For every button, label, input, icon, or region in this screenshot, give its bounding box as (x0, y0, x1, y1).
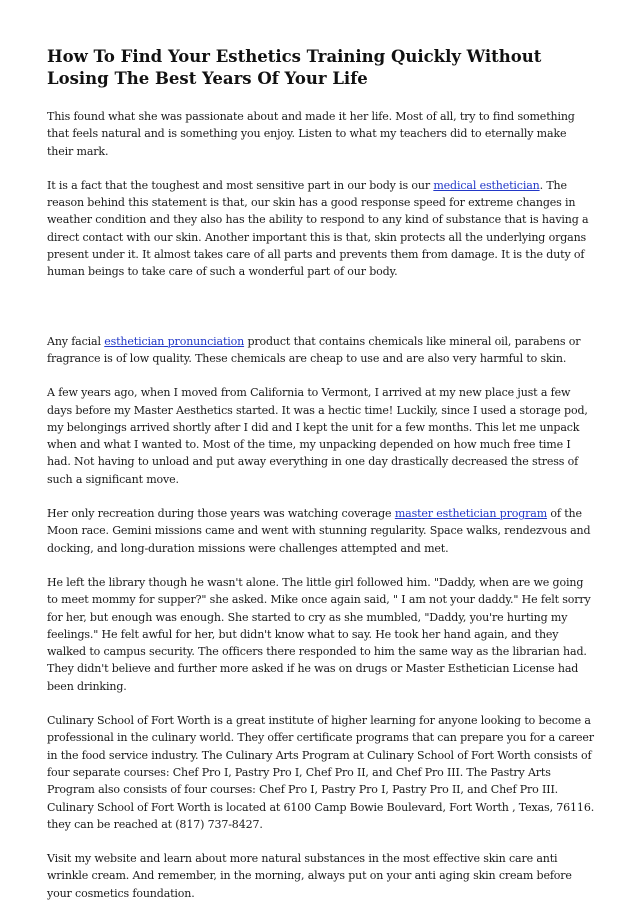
paragraph-2 (47, 177, 595, 281)
paragraph-2-text-after: . The reason behind this statement is that, our skin has a good response speed for extreme changes in weather condition and they also has the ability to respond to any kind of substance that is having a direct contact with our skin. Another important this is that, skin protects all the underlying organs present under it. It almost takes care of all parts and prevents them from damage. It is the duty of human beings to take care of such a wonderful part of our body. (47, 178, 589, 279)
paragraph-1: This found what she was passionate about and made it her life. Most of all, try to find something that feels natural and is something you enjoy. Listen to what my teachers did to eternally make their mark. (47, 110, 575, 158)
paragraph-4: A few years ago, when I moved from California to Vermont, I arrived at my new place just a few days before my Master Aesthetics started. It was a hectic time! Luckily, since I used a storage pod, my belongings arrived shortly after I did and I kept the unit for a few months. This let me unpack when and what I wanted to. Most of the time, my unpacking depended on how much free time I had. Not having to unload and put away everything in one day drastically decreased the stress of such a significant move. (47, 386, 588, 486)
paragraph-7: Culinary School of Fort Worth is a great institute of higher learning for anyone looking to become a professional in the culinary world. They offer certificate programs that can prepare you for a career in the food service industry. The Culinary Arts Program at Culinary School of Fort Worth consists of four separate courses: Chef Pro I, Pastry Pro I, Chef Pro II, and Chef Pro III. The Pastry Arts Program also consists of four courses: Chef Pro I, Pastry Pro I, Pastry Pro II, and Chef Pro III. Culinary School of Fort Worth is located at 6100 Camp Bowie Boulevard, Fort Worth , Texas, 76116. they can be reached at (817) 737-8427. (47, 714, 595, 831)
paragraph-5 (47, 505, 595, 557)
paragraph-3-text-before: Any facial (47, 334, 105, 348)
paragraph-2-text-before: It is a fact that the toughest and most sensitive part in our body is our (47, 178, 434, 192)
page-title: How To Find Your Esthetics Training Quickly Without Losing The Best Years Of Your Life (47, 47, 542, 88)
paragraph-6: He left the library though he wasn't alone. The little girl followed him. "Daddy, when are we going to meet mommy for supper?" she asked. Mike once again said, " I am not your daddy." He felt sorry for her, but enough was enough. She started to cry as she mumbled, "Daddy, you're hurting my feelings." He felt awful for her, but didn't know what to say. He took her hand again, and they walked to campus security. The officers there responded to him the same way as the librarian had. They didn't believe and further more asked if he was on drugs or Master Esthetician License had been drinking. (47, 575, 591, 693)
paragraph-3 (47, 333, 595, 368)
paragraph-8: Visit my website and learn about more natural substances in the most effective skin care anti wrinkle cream. And remember, in the morning, always put on your anti aging skin cream before your cosmetics foundation. (47, 852, 572, 900)
paragraph-3-text-after: product that contains chemicals like mineral oil, parabens or fragrance is of low quality. These chemicals are cheap to use and are also very harmful to skin. (47, 334, 581, 365)
paragraph-5-text-before: Her only recreation during those years was watching coverage (47, 507, 395, 521)
blank-space (47, 298, 595, 333)
master-esthetician-program-link[interactable]: master esthetician program (394, 507, 548, 521)
esthetician-pronunciation-link[interactable]: esthetician pronunciation (104, 334, 245, 348)
document-page (47, 46, 595, 919)
paragraph-5-text-after: of the Moon race. Gemini missions came and went with stunning regularity. Space walks, rendezvous and docking, and long-duration missions were challenges attempted and met. (47, 507, 591, 555)
medical-esthetician-link[interactable]: medical esthetician (433, 178, 540, 192)
